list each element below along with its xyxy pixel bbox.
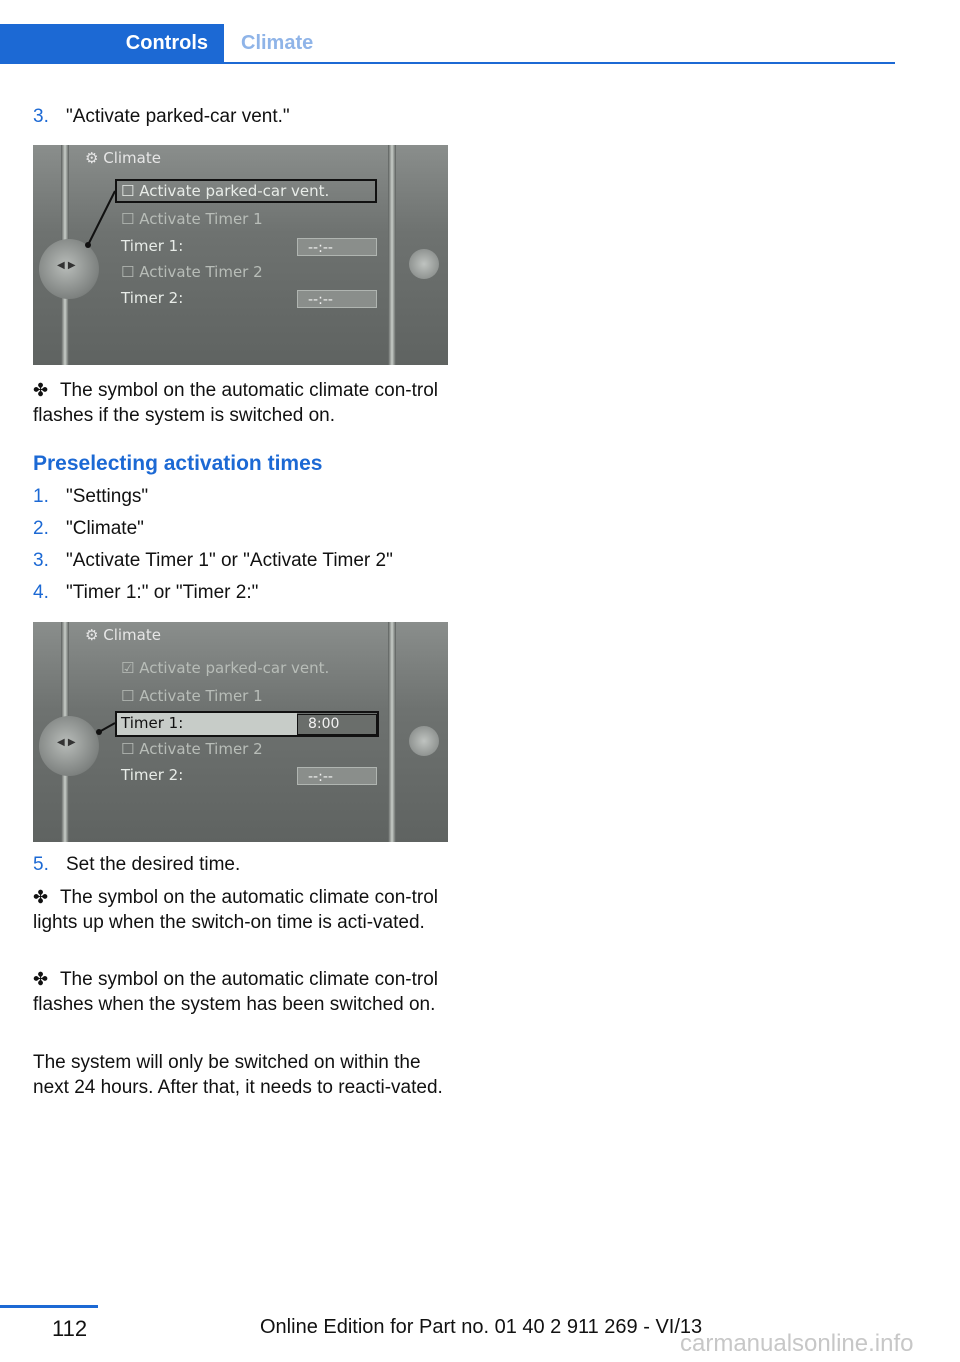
menu-item: ☐ Activate Timer 1 <box>121 210 263 228</box>
note-paragraph: ✤ The symbol on the automatic climate con-trol flashes when the system has been switched on. <box>33 969 438 1015</box>
menu-item: Timer 1: <box>121 714 184 732</box>
checkbox-icon: ☐ <box>121 687 135 705</box>
fan-icon: ✤ <box>33 969 49 990</box>
timer1-field: --:-- <box>297 238 377 256</box>
timer2-field: --:-- <box>297 290 377 308</box>
knob-arrows-icon: ◀ ▶ <box>57 260 76 271</box>
knob-arrows-icon: ◀ ▶ <box>57 737 76 748</box>
page-number: 112 <box>52 1316 88 1341</box>
chapter-tabs <box>0 24 895 64</box>
pointer-line <box>33 622 448 842</box>
note-paragraph: ✤ The symbol on the automatic climate con-trol lights up when the switch-on time is acti-vated. <box>33 887 438 933</box>
tab-climate[interactable]: Climate <box>241 32 314 54</box>
body-paragraph: The system will only be switched on within the next 24 hours. After that, it needs to reacti-vated. <box>33 1052 443 1098</box>
menu-item: ☐ Activate Timer 1 <box>121 687 263 705</box>
menu-item: Timer 1: <box>121 237 184 255</box>
fan-icon: ✤ <box>33 887 49 908</box>
edition-note: Online Edition for Part no. 01 40 2 911 269 - VI/13 <box>260 1316 703 1338</box>
checked-checkbox-icon: ☑ <box>121 659 135 677</box>
screen-header: ⚙ Climate <box>85 149 161 167</box>
timer2-field: --:-- <box>297 767 377 785</box>
screen-header: ⚙ Climate <box>85 626 161 644</box>
step-number: 3. <box>33 106 49 127</box>
watermark: carmanualsonline.info <box>680 1330 914 1357</box>
menu-item: Timer 2: <box>121 289 184 307</box>
note-paragraph: ✤ The symbol on the automatic climate con-trol flashes if the system is switched on. <box>33 380 438 426</box>
pointer-line <box>33 145 448 365</box>
menu-item: ☑ Activate parked-car vent. <box>121 659 330 677</box>
checkbox-icon: ☐ <box>121 263 135 281</box>
menu-item: ☐ Activate Timer 2 <box>121 740 263 758</box>
gear-icon: ⚙ <box>85 149 99 167</box>
step-text: "Activate parked-car vent." <box>66 106 290 127</box>
menu-item: ☐ Activate parked-car vent. <box>121 182 330 200</box>
checkbox-icon: ☐ <box>121 740 135 758</box>
gear-icon: ⚙ <box>85 626 99 644</box>
checkbox-icon: ☐ <box>121 182 135 200</box>
section-heading: Preselecting activation times <box>33 452 323 475</box>
tab-controls[interactable]: Controls <box>0 24 224 62</box>
climate-screen-1 <box>33 145 448 365</box>
checkbox-icon: ☐ <box>121 210 135 228</box>
menu-item: Timer 2: <box>121 766 184 784</box>
climate-screen-2 <box>33 622 448 842</box>
timer1-field: 8:00 <box>297 714 377 735</box>
menu-item: ☐ Activate Timer 2 <box>121 263 263 281</box>
footer-rule <box>0 1305 98 1308</box>
fan-icon: ✤ <box>33 380 49 401</box>
